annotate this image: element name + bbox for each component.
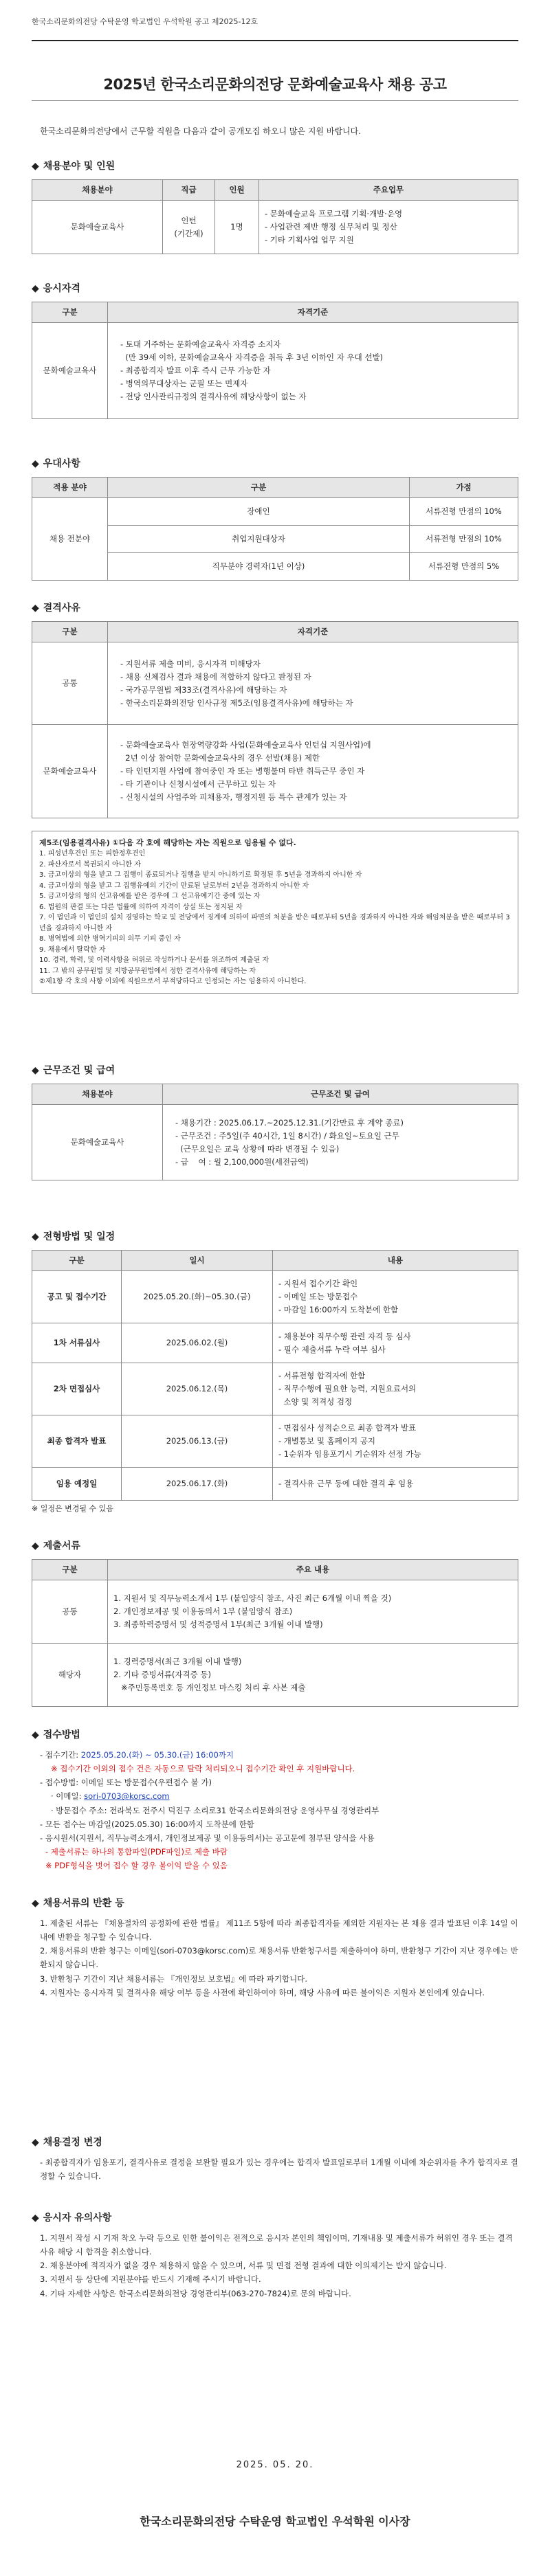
section-title: 응시자 유의사항 bbox=[43, 2213, 112, 2224]
schedule-table bbox=[32, 1250, 518, 1501]
table-header: 자격기준 bbox=[108, 622, 518, 642]
section-title: 채용서류의 반환 등 bbox=[43, 1898, 124, 1909]
section-title: 우대사항 bbox=[43, 458, 80, 469]
table-header: 주요업무 bbox=[259, 180, 518, 201]
header-divider bbox=[32, 40, 518, 41]
email-link[interactable]: sori-0703@korsc.com bbox=[84, 1791, 170, 1802]
table-row: 최종 합격자 발표 2025.06.13.(금) - 면접심사 성적순으로 최종 합격자 발표 - 개별통보 및 홈페이지 공지 - 1순위자 임용포기시 기순위자 선정 가능 bbox=[32, 1415, 518, 1468]
section-title: 채용결정 변경 bbox=[43, 2137, 102, 2148]
table-header: 구분 bbox=[32, 1251, 122, 1271]
table-header: 구분 bbox=[32, 1560, 108, 1580]
list-item: 3. 반환청구 기간이 지난 채용서류는 『개인정보 보호법』에 따라 파기합니다. bbox=[40, 1973, 308, 1984]
duties-cell: - 문화예술교육 프로그램 기획·개발·운영 - 사업관련 제반 행정 실무처리 및 정산 - 기타 기획사업 업무 지원 bbox=[259, 201, 518, 254]
extra-label: 해당자 bbox=[32, 1644, 108, 1707]
common-label: 공통 bbox=[32, 642, 108, 725]
diamond-icon: ◆ bbox=[32, 1541, 39, 1552]
table-header: 채용분야 bbox=[32, 180, 163, 201]
field-cell: 문화예술교육사 bbox=[32, 1105, 163, 1180]
attach-line: - 응시원서(지원서, 직무능력소개서, 개인정보제공 및 이용동의서)는 공고문에 첨부된 양식을 사용 bbox=[40, 1833, 375, 1843]
visit-line: · 방문접수 주소: 전라북도 전주시 덕진구 소리로31 한국소리문화의전당 운영사무실 경영관리부 bbox=[51, 1805, 380, 1815]
signer: 한국소리문화의전당 수탁운영 학교법인 우석학원 이사장 bbox=[140, 2515, 410, 2528]
points-cell: 서류전형 만점의 5% bbox=[410, 553, 518, 581]
table-header: 직급 bbox=[163, 180, 215, 201]
section-title: 채용분야 및 인원 bbox=[43, 161, 116, 172]
preference-table bbox=[32, 477, 518, 581]
table-row: 1차 서류심사 2025.06.02.(월) - 채용분야 직무수행 관련 자격 등 심사 - 필수 제출서류 누락 여부 심사 bbox=[32, 1323, 518, 1363]
points-cell: 서류전형 만점의 10% bbox=[410, 526, 518, 553]
diamond-icon: ◆ bbox=[32, 283, 39, 294]
section-preference bbox=[32, 457, 518, 581]
list-item: 4. 지원자는 응시자격 및 결격사유 해당 여부 등을 사전에 확인하여야 하며, 해당 사유에 따른 불이익은 지원자 본인에게 있습니다. bbox=[40, 1987, 485, 1997]
diamond-icon: ◆ bbox=[32, 458, 39, 469]
section-eligibility bbox=[32, 282, 518, 419]
eligibility-table bbox=[32, 302, 518, 419]
section-conditions bbox=[32, 1064, 518, 1180]
intro-text: 한국소리문화의전당에서 근무할 직원을 다음과 같이 공개모집 하오니 많은 지원 바랍니다. bbox=[40, 126, 362, 136]
table-header: 내용 bbox=[273, 1251, 518, 1271]
list-item: 4. 기타 자세한 사항은 한국소리문화의전당 경영관리부(063-270-7824)로 문의 바랍니다. bbox=[40, 2288, 351, 2298]
section-title: 접수방법 bbox=[43, 1729, 80, 1740]
section-return bbox=[32, 1896, 518, 2000]
period-line: - 접수기간: 2025.05.20.(화) ~ 05.30.(금) 16:00까지 bbox=[40, 1750, 234, 1760]
table-header: 적용 분야 bbox=[32, 478, 108, 498]
section-notes bbox=[32, 2211, 518, 2300]
points-cell: 서류전형 만점의 10% bbox=[410, 498, 518, 526]
section-title: 근무조건 및 급여 bbox=[43, 1065, 116, 1076]
section-schedule bbox=[32, 1230, 518, 1515]
count-cell: 1명 bbox=[215, 201, 259, 254]
section-title: 제출서류 bbox=[43, 1541, 80, 1552]
common-criteria: - 지원서류 제출 미비, 응시자격 미해당자 - 채용 신체검사 결과 채용에 적합하지 않다고 판정된 자 - 국가공무원법 제33조(결격사유)에 해당하는 자 - 한국소리문화의전당 인사규정 제5조(임용결격사유)에 해당하는 자 bbox=[108, 642, 518, 725]
warn-line: - 제출서류는 하나의 통합파일(PDF파일)로 제출 바람 bbox=[45, 1846, 228, 1857]
rank-cell: 인턴 (기간제) bbox=[163, 201, 215, 254]
list-item: 3. 지원서 등 상단에 지원분야를 반드시 기재해 주시기 바랍니다. bbox=[40, 2274, 261, 2285]
diamond-icon: ◆ bbox=[32, 1231, 39, 1242]
period-note: ※ 접수기간 이외의 접수 건은 자동으로 탈락 처리되오니 접수기간 확인 후 지원바랍니다. bbox=[51, 1764, 355, 1774]
section-title: 결격사유 bbox=[43, 603, 80, 614]
conditions-table bbox=[32, 1084, 518, 1180]
diamond-icon: ◆ bbox=[32, 1065, 39, 1076]
diamond-icon: ◆ bbox=[32, 1729, 39, 1740]
category-cell: 장애인 bbox=[108, 498, 410, 526]
documents-table bbox=[32, 1559, 518, 1707]
table-header: 근무조건 및 급여 bbox=[163, 1084, 518, 1105]
disqualification-notice: 제5조(임용결격사유) ①다음 각 호에 해당하는 자는 직원으로 임용될 수 없다. 1. 피성년후견인 또는 피한정후견인 2. 파산자로서 복권되지 아니한 자 3. 금고이상의 형을 받고 그 집행이 종료되거나 집행을 받지 아니하기로 확정된 후 5년을 경과하지 아니한 자 4. 금고이상의 형을 받고 그 집행유예의 기간이 만료된 날로부터 2년을 경과하지 아니한 자 5. 금고이상의 형의 선고유예를 받은 경우에 그 선고유예기간 중에 있는 자 6. 법원의 판결 또는 다른 법률에 의하여 자격이 상실 또는 정지된 자 7. 이 법인과 이 법인의 설치 경영하는 학교 및 전당에서 징계에 의하여 파면의 처분을 받은 때로부터 5년을 경과하지 아니한 자와 해임처분을 받은 때로부터 3년을 경과하지 아니한 자 8. 병역법에 의한 병역기피의 의무 기피 중인 자 9. 채용에서 탈락한 자 10. 경력, 학력, 및 이력사항을 허위로 작성하거나 문서를 위조하여 제출된 자 11. 그 밖의 공무원법 및 지방공무원법에서 정한 결격사유에 해당하는 자 ②제1항 각 호의 사항 이외에 직원으로서 부적당하다고 인정되는 자는 임용하지 아니한다. bbox=[32, 831, 518, 994]
list-item: 1. 지원서 작성 시 기재 착오 누락 등으로 인한 불이익은 전적으로 응시자 본인의 책임이며, 기재내용 및 제출서류가 허위인 경우 또는 결격사유 해당 시 합격을 취소합니다. bbox=[40, 2233, 513, 2257]
extra-documents: 1. 경력증명서(최근 3개월 이내 발행) 2. 기타 증빙서류(자격증 등) ※주민등록번호 등 개인정보 마스킹 처리 후 사본 제출 bbox=[108, 1644, 518, 1707]
conditions-cell: - 채용기간 : 2025.06.17.~2025.12.31.(기간만료 후 계약 종료) - 근무조건 : 주5일(주 40시간, 1일 8시간) / 화요일~토요일 근무 (근무요일은 교육 상황에 따라 변경될 수 있음) - 급 여 : 월 2,100,000원(세전금액) bbox=[163, 1105, 518, 1180]
list-item: 2. 채용서류의 반환 청구는 이메일(sori-0703@korsc.com)로 채용서류 반환청구서를 제출하여야 하며, 반환청구 기간이 지난 경우에는 반환되지 않습니다. bbox=[40, 1946, 518, 1970]
edu-criteria: - 문화예술교육사 현장역량강화 사업(문화예술교육사 인턴십 지원사업)에 2년 이상 참여한 문화예술교육사의 경우 선발(채용) 제한 - 타 인턴지원 사업에 참여중인 자 또는 병행불며 타반 취득근무 중인 자 - 타 기관이나 신청시설에서 근무하고 있는 자 - 신청시설의 사업주와 피채용자, 행정지원 등 특수 관계가 있는 자 bbox=[108, 725, 518, 818]
table-header: 채용분야 bbox=[32, 1084, 163, 1105]
section-recruitment-field bbox=[32, 159, 518, 254]
table-row: 공고 및 접수기간 2025.05.20.(화)~05.30.(금) - 지원서 접수기간 확인 - 이메일 또는 방문접수 - 마감일 16:00까지 도착분에 한함 bbox=[32, 1271, 518, 1323]
list-item: 1. 제출된 서류는 『채용절차의 공정화에 관한 법률』 제11조 5항에 따라 최종합격자를 제외한 지원자는 본 채용 결과 발표된 이후 14일 이내에 반환을 청구할 수 있습니다. bbox=[40, 1918, 518, 1942]
table-row: 임용 예정일 2025.06.17.(화) - 결격사유 근무 등에 대한 결격 후 임용 bbox=[32, 1468, 518, 1501]
title-divider bbox=[32, 100, 518, 101]
recruitment-table bbox=[32, 179, 518, 254]
section-disqualification bbox=[32, 601, 518, 994]
deadline-line: - 모든 접수는 마감일(2025.05.30) 16:00까지 도착분에 한함 bbox=[40, 1819, 254, 1829]
email-line: · 이메일: sori-0703@korsc.com bbox=[51, 1791, 170, 1802]
table-header: 주요 내용 bbox=[108, 1560, 518, 1580]
edu-label: 문화예술교육사 bbox=[32, 725, 108, 818]
diamond-icon: ◆ bbox=[32, 603, 39, 614]
table-header: 구분 bbox=[32, 622, 108, 642]
list-item: - 최종합격자가 임용포기, 결격사유로 결정을 보완할 필요가 있는 경우에는 합격자 발표일로부터 1개월 이내에 차순위자를 추가 합격자로 결정할 수 있습니다. bbox=[40, 2158, 518, 2182]
criteria-cell: - 토대 거주하는 문화예술교육사 자격증 소지자 (만 39세 이하, 문화예술교육사 자격증을 취득 후 3년 이하인 자 우대 선발) - 최종합격자 발표 이후 즉시 근무 가능한 자 - 병역의무대상자는 군필 또는 면제자 - 전당 인사관리규정의 결격사유에 해당사항이 없는 자 bbox=[108, 323, 518, 419]
diamond-icon: ◆ bbox=[32, 1898, 39, 1909]
warn-line: ※ PDF형식을 벗어 접수 할 경우 불이익 받을 수 있음 bbox=[45, 1861, 228, 1870]
section-title: 전형방법 및 일정 bbox=[43, 1231, 116, 1242]
field-cell: 문화예술교육사 bbox=[32, 201, 163, 254]
common-label: 공통 bbox=[32, 1580, 108, 1644]
disqualification-table bbox=[32, 621, 518, 818]
diamond-icon: ◆ bbox=[32, 2213, 39, 2224]
category-cell: 취업지원대상자 bbox=[108, 526, 410, 553]
notice-reference: 한국소리문화의전당 수탁운영 학교법인 우석학원 공고 제2025-12호 bbox=[32, 17, 258, 26]
table-header: 일시 bbox=[122, 1251, 273, 1271]
section-change bbox=[32, 2136, 518, 2183]
category-cell: 직무분야 경력자(1년 이상) bbox=[108, 553, 410, 581]
method-line: - 접수방법: 이메일 또는 방문접수(우편접수 불 가) bbox=[40, 1778, 212, 1788]
table-header: 자격기준 bbox=[108, 302, 518, 323]
common-documents: 1. 지원서 및 직무능력소개서 1부 (붙임양식 참조, 사진 최근 6개월 이내 찍을 것) 2. 개인정보제공 및 이용동의서 1부 (붙임양식 참조) 3. 최종학력증명서 및 성적증명서 1부(최근 3개월 이내 발행) bbox=[108, 1580, 518, 1644]
table-header: 가점 bbox=[410, 478, 518, 498]
list-item: 2. 채용분야에 적격자가 없을 경우 채용하지 않을 수 있으며, 서류 및 면접 전형 결과에 대한 이의제기는 받지 않습니다. bbox=[40, 2261, 447, 2271]
diamond-icon: ◆ bbox=[32, 2137, 39, 2148]
section-documents bbox=[32, 1539, 518, 1707]
table-header: 구분 bbox=[32, 302, 108, 323]
schedule-footnote: ※ 일정은 변경될 수 있음 bbox=[32, 1504, 113, 1514]
field-cell: 채용 전분야 bbox=[32, 498, 108, 581]
diamond-icon: ◆ bbox=[32, 161, 39, 172]
notice-date: 2025. 05. 20. bbox=[236, 2460, 314, 2470]
table-row: 2차 면접심사 2025.06.12.(목) - 서류전형 합격자에 한함 - 직무수행에 필요한 능력, 지원요료서의 소양 및 적격성 검정 bbox=[32, 1363, 518, 1415]
table-header: 구분 bbox=[108, 478, 410, 498]
section-title: 응시자격 bbox=[43, 283, 80, 294]
table-header: 인원 bbox=[215, 180, 259, 201]
field-cell: 문화예술교육사 bbox=[32, 323, 108, 419]
section-application bbox=[32, 1728, 518, 1872]
page-title: 2025년 한국소리문화의전당 문화예술교육사 채용 공고 bbox=[103, 76, 447, 93]
